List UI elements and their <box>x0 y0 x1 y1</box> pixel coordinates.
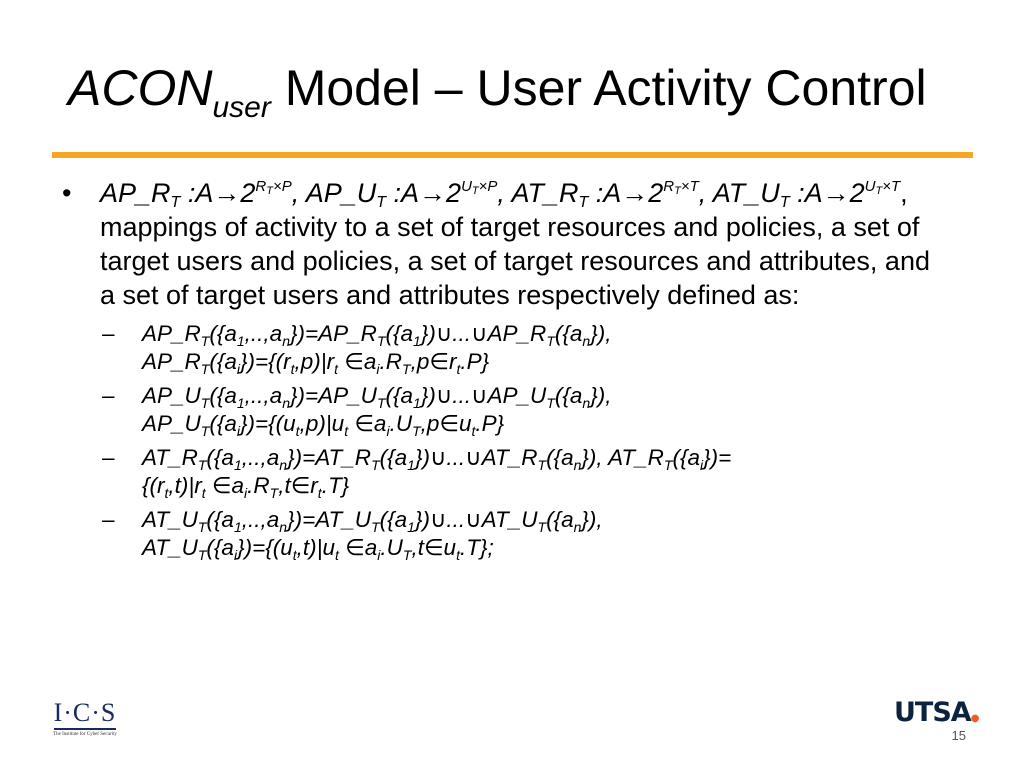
func-at-r: $AT\_R_T$ $:A\to 2^{R_T\times T}$, <box>511 178 713 211</box>
definition-line: $AP\_U_T(\{a_1,..,a_n\})=AP\_U_T(\{a_1\})\cup...\cup AP\_U_T(\{a_n\})$, <box>142 383 612 411</box>
definition-line: $AT\_R_T(\{a_1,..,a_n\})=AT\_R_T(\{a_1\})\cup...\cup AT\_R_T(\{a_n\})$, $AT\_R_T(\{a_i\})=$ <box>142 445 732 473</box>
definition-line: $AT\_U_T(\{a_i\})=\{(u_t,t)|u_t$ $\in a_i.U_T,t\in u_t.T$}; <box>142 535 494 563</box>
func-ap-u: $AP\_U_T$ $:A\to 2^{U_T\times P}$, <box>305 178 512 211</box>
dash-marker: – <box>102 445 115 470</box>
page-number: 15 <box>951 728 966 743</box>
title-subscript-user: user <box>212 91 271 124</box>
func-at-u: $AT\_U_T$ $:A\to 2^{U_T\times T}$ <box>712 178 901 211</box>
definition-item <box>102 506 942 562</box>
bullet-description: , mappings of activity to a set of target resources and policies, a set of target users and policies, a set of target resources and attributes, and a set of target users and attributes respectively defined as: <box>100 178 930 310</box>
definition-line: $AP\_R_T(\{a_i\})=\{(r_t,p)|r_t$ $\in a_i.R_T,p\in r_t.P$} <box>142 349 490 377</box>
bullet-dot: • <box>62 178 72 208</box>
definition-line: $AP\_R_T(\{a_1,..,a_n\})=AP\_R_T(\{a_1\})\cup...\cup AP\_R_T(\{a_n\})$, <box>142 321 612 349</box>
utsa-logo-dot-icon: ● <box>970 713 979 724</box>
ics-logo-mark: I·C·S <box>53 698 117 727</box>
func-ap-r: $AP\_R_T$ $:A\to 2^{R_T\times P}$, <box>100 178 306 211</box>
utsa-logo-text: UTSA <box>894 697 971 728</box>
title-acon: ACON <box>68 60 213 116</box>
dash-marker: – <box>102 321 115 346</box>
ics-logo-tagline: The Institute for Cyber Security <box>53 732 117 737</box>
definition-line: $AP\_U_T(\{a_i\})=\{(u_t,p)|u_t$ $\in a_i.U_T,p\in u_t.P$} <box>142 411 505 439</box>
slide-title <box>68 58 968 124</box>
definition-item <box>102 382 942 438</box>
ics-logo-underline <box>54 728 116 730</box>
definition-line: $AT\_U_T(\{a_1,..,a_n\})=AT\_U_T(\{a_1\})\cup...\cup AT\_U_T(\{a_n\})$, <box>142 507 603 535</box>
title-divider <box>52 152 973 158</box>
dash-marker: – <box>102 507 115 532</box>
definition-line: {$(r_t,t)|r_t$ $\in a_i.R_T,t\in r_t.T$} <box>142 473 350 501</box>
bullet-paragraph <box>100 176 942 312</box>
definition-item <box>102 444 942 500</box>
dash-marker: – <box>102 383 115 408</box>
title-rest: Model – User Activity Control <box>270 60 927 116</box>
slide-body <box>62 176 942 568</box>
ics-logo <box>50 700 120 738</box>
definition-item <box>102 320 942 376</box>
definition-list <box>102 320 942 562</box>
